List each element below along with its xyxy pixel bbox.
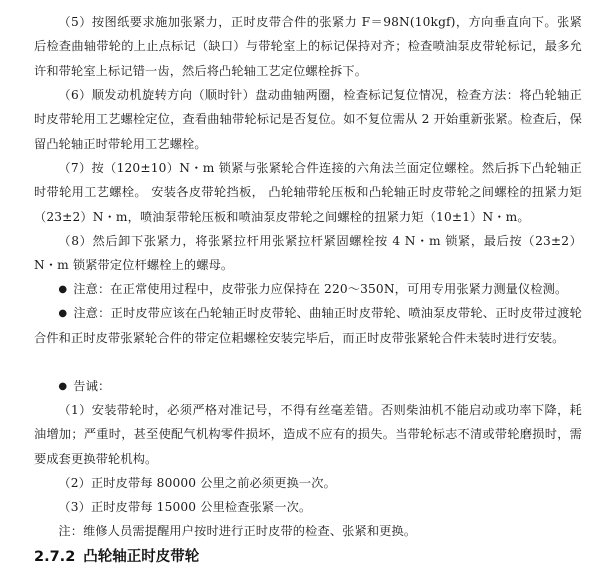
paragraph-step-6: （6）顺发动机旋转方向（顺时针）盘动曲轴两圈，检查标记复位情况，检查方法：将凸轮轴正时皮带轮用工艺螺栓定位，查看曲轴带轮标记是否复位。如不复位需从 2 开始重新张紧。检查后，保留凸轮轴正时带轮用工艺螺栓。 xyxy=(34,88,582,151)
warning-item-3: （3）正时皮带每 15000 公里检查张紧一次。 xyxy=(58,500,312,514)
warning-heading xyxy=(34,374,582,399)
section-number: 2.7.2 xyxy=(34,549,76,565)
bullet-icon: ● xyxy=(58,284,68,295)
warning-item-1: （1）安装带轮时，必须严格对准记号，不得有丝毫差错。否则柴油机不能启动或功率下降，耗油增加；严重时，甚至使配气机构零件损坏，造成不应有的损失。当带轮标志不清或带轮磨损时，需要成套更换带轮机构。 xyxy=(34,403,582,466)
note-install-order-text: 注意：正时皮带应该在凸轮轴正时皮带轮、曲轴正时皮带轮、喷油泵皮带轮、正时皮带过渡轮合件和正时皮带张紧轮合件的带定位耜螺栓安装完毕后，而正时皮带张紧轮合件未装时进行安装。 xyxy=(34,306,582,346)
note-tension xyxy=(34,277,582,302)
note-install-order xyxy=(34,301,582,351)
paragraph-step-8: （8）然后卸下张紧力，将张紧拉杆用张紧拉杆紧固螺栓按 4 N・m 锁紧，最后按（23±2）N・m 锁紧带定位杆螺栓上的螺母。 xyxy=(34,234,582,273)
bullet-icon: ● xyxy=(58,308,68,319)
section-title: 凸轮轴正时皮带轮 xyxy=(83,549,200,565)
note-tension-text: 注意：在正常使用过程中，皮带张力应保持在 220～350N，可用专用张紧力测量仪检测。 xyxy=(73,282,568,296)
paragraph-step-5: （5）按图纸要求施加张紧力，正时皮带合件的张紧力 F＝98N(10kgf)，方向垂直向下。张紧后检查曲轴带轮的上止点标记（缺口）与带轮室上的标记保持对齐；检查喷油泵皮带轮标记，最多允许和带轮室上标记错一齿，然后将凸轮轴工艺定位螺栓拆下。 xyxy=(34,15,582,78)
warning-label: 告诫： xyxy=(73,379,111,393)
paragraph-step-7: （7）按（120±10）N・m 锁紧与张紧轮合件连接的六角法兰面定位螺栓。然后拆下凸轮轴正时带轮用工艺螺栓。 安装各皮带轮挡板， 凸轮轴带轮压板和凸轮轴正时皮带轮之间螺栓的扭紧力矩 （23±2）N・m，喷油泵带轮压板和喷油泵皮带轮之间螺栓的扭紧力矩（10±1）N・m。 xyxy=(34,161,582,224)
bullet-icon: ● xyxy=(58,381,68,392)
section-heading xyxy=(34,546,199,568)
footnote: 注：维修人员需提醒用户按时进行正时皮带的检查、张紧和更换。 xyxy=(58,524,417,538)
warning-item-2: （2）正时皮带每 80000 公里之前必须更换一次。 xyxy=(58,476,336,490)
